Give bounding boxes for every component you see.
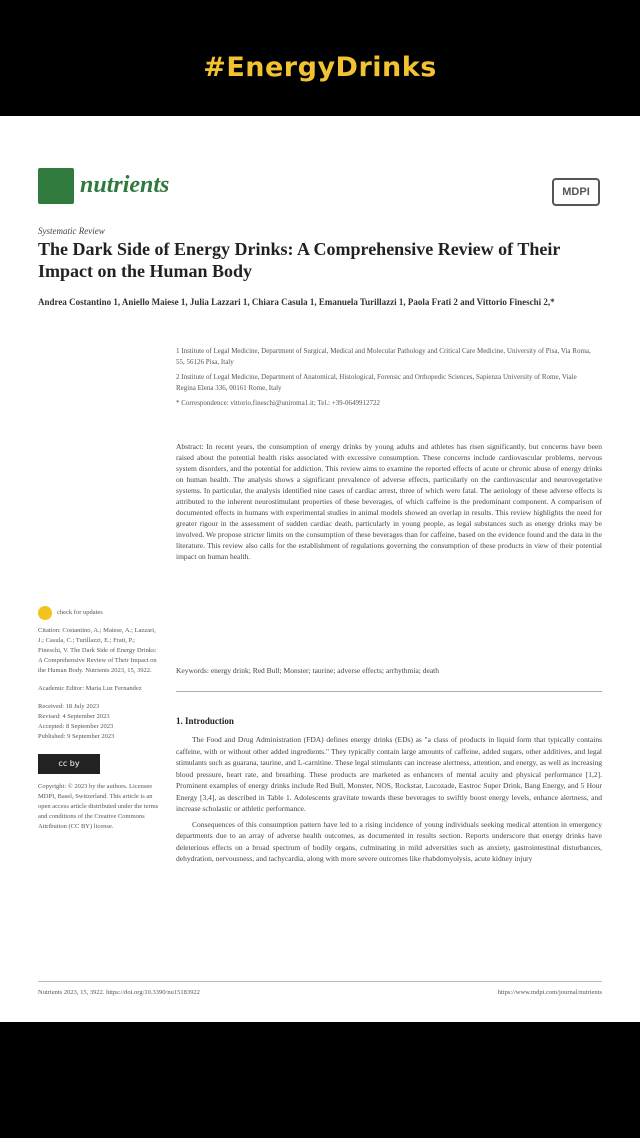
section-title: 1. Introduction: [176, 716, 234, 726]
abstract: Abstract: In recent years, the consumption of energy drinks by young adults and athletes has risen significantly, but concerns have been raised about the potential health risks associated with excessive consumption. These concerns include cardiovascular problems, nervous system disorders, and the potential for addiction. This review aims to examine the reported effects of acute or chronic abuse of energy drinks on human health. The analysis shows a significant prevalence of adverse effects, particularly on the cardiovascular and neurovegetative systems. In particular, the analysis identified nine cases of cardiac arrest, three of which were fatal. The aetiology of these adverse effects is attributed to the inherent neurostimulant properties of these beverages, of which caffeine is the predominant component. A comparison of documented effects in humans with experimental studies in animal models showed an overlap in results. This review highlights the need for greater rigour in the assessment of sudden cardiac death, particularly in young people, as legal substances such as energy drinks may be involved. We propose stricter limits on the consumption of these beverages than for caffeine, based on the evidence found and the data in the literature. This review also calls for the establishment of regulations governing the consumption of these products in view of their potential impact on human health.: [176, 442, 602, 561]
affiliation-2: 2 Institute of Legal Medicine, Department of Anatomical, Histological, Forensic and Orthopedic Sciences, Sapienza University of Rome, Viale Regina Elena 336, 00161 Rome, Italy: [176, 373, 577, 392]
intro-paragraph-1: The Food and Drug Administration (FDA) defines energy drinks (EDs) as "a class of products in liquid form that typically contains caffeine, with or without other added ingredients." They typically contain large amounts of caffeine, added sugars, other additives, and legal stimulants such as guarana, taurine, and L-carnitine. These legal stimulants can increase alertness, attention, and energy, as well as increasing blood pressure, heart rate, and breathing. These products are marketed as enhancers of mental acuity and physical performance [1,2]. Prominent examples of energy drinks include Red Bull, Monster, NOS, Rockstar, Lucozade, Eastroc Super Drink, Bang Energy, and 5 Hour Energy [3,4], as described in Table 1. Adolescents gravitate towards these beverages to swiftly boost energy levels, enhance alertness, and increase scholastic or athletic performance.: [176, 735, 602, 813]
keywords: Keywords: energy drink; Red Bull; Monster; taurine; adverse effects; arrhythmia; death: [176, 666, 439, 675]
correspondence: * Correspondence: vittorio.fineschi@uniroma1.it; Tel.: +39-0649912722: [176, 399, 380, 407]
cc-license-badge[interactable]: [38, 754, 100, 774]
nutrients-logo-icon: [38, 168, 74, 204]
copyright: Copyright: © 2023 by the authors. Licensee MDPI, Basel, Switzerland. This article is an open access article distributed under the terms and conditions of the Creative Commons Attribution (CC BY) license.: [38, 783, 159, 830]
accepted-date: Accepted: 8 September 2023: [38, 723, 114, 730]
academic-editor: Academic Editor: Maria Luz Fernandez: [38, 685, 142, 692]
check-updates-badge[interactable]: [38, 606, 160, 620]
affiliations: [176, 346, 596, 413]
revised-date: Revised: 4 September 2023: [38, 713, 110, 720]
article-type: Systematic Review: [38, 226, 105, 236]
footer-divider: [38, 981, 602, 982]
authors: Andrea Costantino 1, Aniello Maiese 1, Julia Lazzari 1, Chiara Casula 1, Emanuela Turillazzi 1, Paola Frati 2 and Vittorio Fineschi 2,*: [38, 297, 555, 307]
footer-citation: Nutrients 2023, 15, 3922. https://doi.org/10.3390/nu15183922: [38, 989, 200, 996]
sidebar: [38, 606, 160, 832]
intro-text: [176, 734, 602, 869]
journal-name: nutrients: [80, 172, 170, 198]
paper-page: [0, 116, 640, 1022]
received-date: Received: 18 July 2023: [38, 703, 100, 710]
article-title: The Dark Side of Energy Drinks: A Comprehensive Review of Their Impact on the Human Body: [38, 239, 561, 281]
affiliation-1: 1 Institute of Legal Medicine, Department of Surgical, Medical and Molecular Pathology and Critical Care Medicine, University of Pisa, Via Roma, 55, 56126 Pisa, Italy: [176, 347, 591, 366]
hashtag-caption: #EnergyDrinks: [203, 52, 437, 83]
publisher-logo: MDPI: [552, 178, 600, 206]
published-date: Published: 9 September 2023: [38, 733, 115, 740]
check-updates-icon: [38, 606, 52, 620]
citation: Citation: Costantino, A.; Maiese, A.; Lazzari, J.; Casula, C.; Turillazzi, E.; Frati, P.; Fineschi, V. The Dark Side of Energy Drinks: A Comprehensive Review of Their Impact on the Human Body. Nutrients 2023, 15, 3922.: [38, 627, 157, 674]
divider: [176, 691, 602, 692]
check-updates-label: check for updates: [57, 609, 103, 616]
intro-paragraph-2: Consequences of this consumption pattern have led to a rising incidence of young individuals seeking medical attention in emergency departments due to an array of adverse health outcomes, as documented in results section. Reports underscore that energy drinks have deleterious effects on a broad spectrum of bodily organs, culminating in mild adversities such as anxiety, gastrointestinal disturbances, dehydration, nervousness, and tachycardia, along with more severe outcomes like rhabdomyolysis, acute kidney injury: [176, 819, 602, 863]
cc-label: cc by: [58, 759, 80, 768]
footer-journal-url[interactable]: https://www.mdpi.com/journal/nutrients: [497, 989, 602, 996]
